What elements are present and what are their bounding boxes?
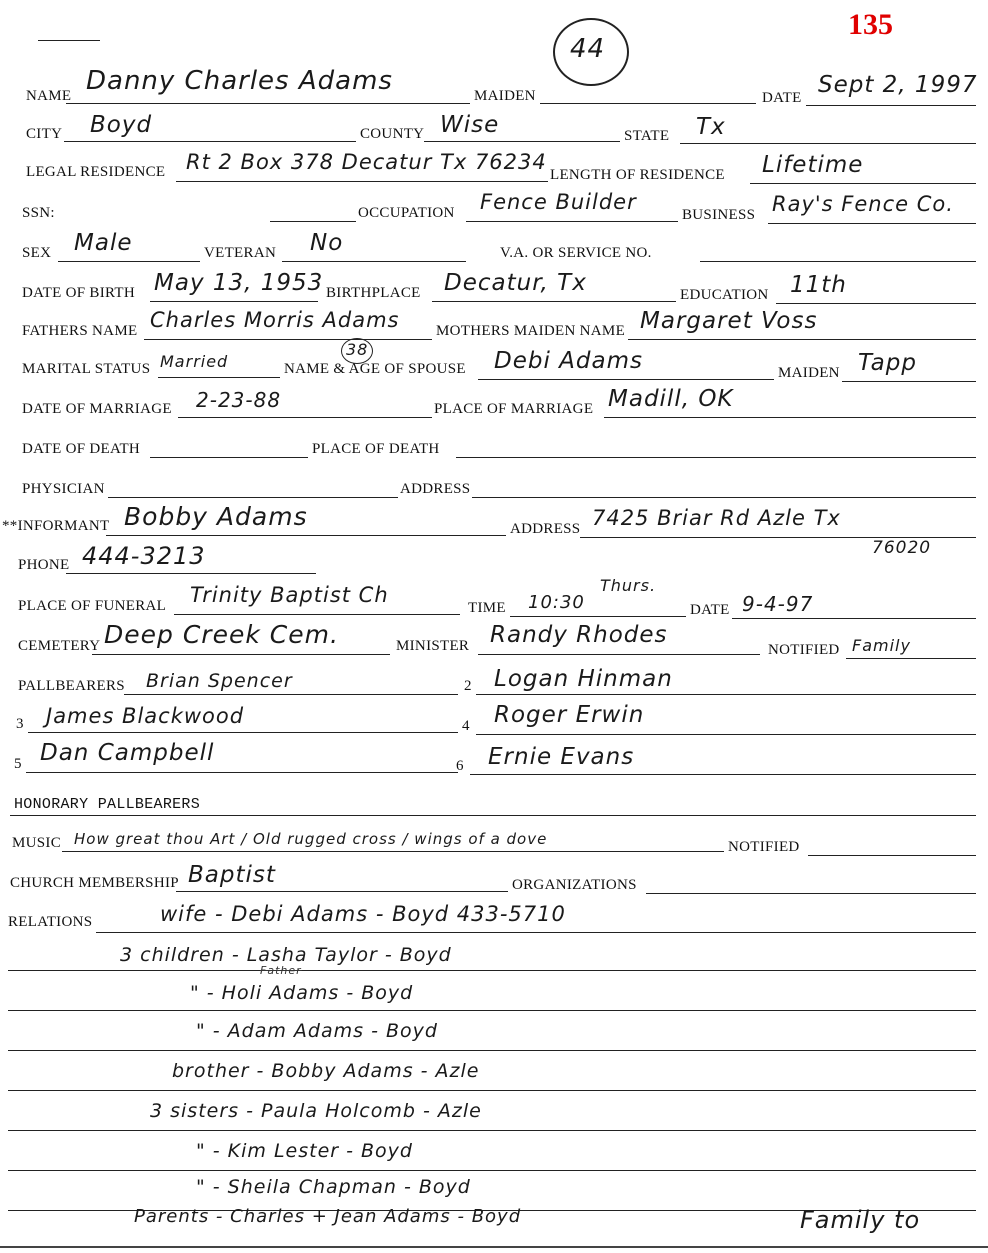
birthplace-label: BIRTHPLACE [326, 285, 421, 301]
top-mark [38, 40, 100, 41]
informant-line [106, 535, 506, 536]
pallbearer5-line [26, 772, 458, 773]
place-of-marriage-value: Madill, OK [608, 386, 734, 412]
relation-item: " - Kim Lester - Boyd [196, 1140, 413, 1162]
spouse-maiden-value: Tapp [858, 350, 917, 376]
pallbearer4-num: 4 [462, 718, 470, 734]
pallbearer6-line [470, 774, 976, 775]
date-of-marriage-value: 2-23-88 [196, 388, 282, 412]
honorary-label: HONORARY PALLBEARERS [14, 796, 201, 813]
county-line [424, 141, 620, 142]
pallbearer1-value: Brian Spencer [146, 670, 293, 692]
date-of-marriage-line [178, 417, 432, 418]
sex-line [58, 261, 200, 262]
phone-line [66, 573, 316, 574]
date-of-death-line [150, 457, 308, 458]
relation-item: " - Sheila Chapman - Boyd [196, 1176, 471, 1198]
informant-address-value: 7425 Briar Rd Azle Tx [592, 506, 841, 530]
pallbearers-label: PALLBEARERS [18, 678, 125, 694]
education-line [776, 303, 976, 304]
music-value: How great thou Art / Old rugged cross / wings of a dove [74, 830, 548, 848]
dob-label: DATE OF BIRTH [22, 285, 136, 301]
informant-zip-value: 76020 [872, 538, 932, 558]
funeral-date-line [732, 618, 976, 619]
physician-address-label: ADDRESS [400, 481, 471, 497]
place-of-marriage-line [604, 417, 976, 418]
legal-residence-value: Rt 2 Box 378 Decatur Tx 76234 [186, 150, 547, 174]
fathers-name-label: FATHERS NAME [22, 323, 138, 339]
informant-address-label: ADDRESS [510, 521, 581, 537]
legal-residence-line [176, 181, 548, 182]
pallbearer3-num: 3 [16, 716, 24, 732]
spouse-maiden-line [842, 381, 976, 382]
time-line [510, 616, 686, 617]
relations-line-4 [8, 1050, 976, 1051]
record-number: 44 [570, 34, 606, 64]
va-service-line [700, 261, 976, 262]
pallbearer3-line [28, 732, 458, 733]
date-value: Sept 2, 1997 [818, 72, 978, 98]
state-label: STATE [624, 128, 670, 144]
honorary-line [10, 815, 976, 816]
business-value: Ray's Fence Co. [772, 192, 954, 216]
name-line [66, 103, 470, 104]
education-value: 11th [790, 272, 847, 298]
city-value: Boyd [90, 112, 153, 138]
pallbearer4-value: Roger Erwin [494, 702, 645, 728]
bottom-border [0, 1246, 988, 1248]
minister-value: Randy Rhodes [490, 622, 668, 648]
notified-value: Family [852, 636, 911, 655]
relation-item: " - Holi Adams - Boyd [190, 982, 414, 1004]
time-label: TIME [468, 600, 506, 616]
music-line [62, 851, 724, 852]
minister-line [478, 654, 760, 655]
physician-label: PHYSICIAN [22, 481, 105, 497]
place-of-death-line [456, 457, 976, 458]
cemetery-label: CEMETERY [18, 638, 101, 654]
relations-line-5 [8, 1090, 976, 1091]
dob-value: May 13, 1953 [154, 270, 324, 296]
relations-line-2 [8, 970, 976, 971]
maiden-line [540, 103, 756, 104]
pallbearer3-value: James Blackwood [46, 704, 245, 728]
pallbearer6-value: Ernie Evans [488, 744, 635, 770]
sex-label: SEX [22, 245, 52, 261]
family-note: Family to [800, 1206, 921, 1234]
pallbearer5-num: 5 [14, 756, 22, 772]
business-line [768, 223, 976, 224]
city-label: CITY [26, 126, 63, 142]
informant-label: **INFORMANT [2, 518, 110, 534]
relation-item: Parents - Charles + Jean Adams - Boyd [134, 1206, 522, 1227]
pallbearer4-line [476, 734, 976, 735]
sex-value: Male [74, 230, 133, 256]
church-label: CHURCH MEMBERSHIP [10, 875, 179, 891]
length-of-residence-value: Lifetime [762, 152, 864, 178]
day-value: Thurs. [600, 576, 657, 595]
pallbearer5-value: Dan Campbell [40, 740, 215, 766]
physician-line [108, 497, 398, 498]
birthplace-value: Decatur, Tx [444, 270, 587, 296]
funeral-date-label: DATE [690, 602, 730, 618]
place-of-funeral-value: Trinity Baptist Ch [190, 583, 389, 607]
phone-label: PHONE [18, 557, 70, 573]
place-of-funeral-label: PLACE OF FUNERAL [18, 598, 167, 614]
pallbearer2-value: Logan Hinman [494, 666, 673, 692]
music-notified-line [808, 855, 976, 856]
state-value: Tx [696, 114, 726, 140]
phone-value: 444-3213 [82, 542, 206, 570]
veteran-line [282, 261, 466, 262]
minister-label: MINISTER [396, 638, 470, 654]
business-label: BUSINESS [682, 207, 756, 223]
relations-line-1 [96, 932, 976, 933]
church-line [176, 891, 508, 892]
mothers-maiden-value: Margaret Voss [640, 308, 818, 334]
relation-item: 3 children - Lasha Taylor - Boyd [120, 944, 452, 966]
veteran-value: No [310, 230, 344, 256]
date-label: DATE [762, 90, 802, 106]
funeral-date-value: 9-4-97 [742, 592, 814, 616]
spouse-age-value: 38 [346, 340, 369, 359]
state-line [680, 143, 976, 144]
city-line [64, 141, 356, 142]
marital-status-value: Married [160, 352, 229, 371]
mothers-maiden-line [628, 339, 976, 340]
fathers-name-value: Charles Morris Adams [150, 308, 400, 332]
fathers-name-line [144, 339, 432, 340]
ssn-line [270, 221, 356, 222]
notified-line [846, 658, 976, 659]
organizations-label: ORGANIZATIONS [512, 877, 637, 893]
relation-item: " - Adam Adams - Boyd [196, 1020, 438, 1042]
spouse-name-value: Debi Adams [494, 348, 643, 374]
relations-line-6 [8, 1130, 976, 1131]
name-label: NAME [26, 88, 72, 104]
organizations-line [646, 893, 976, 894]
relation-item: wife - Debi Adams - Boyd 433-5710 [160, 902, 566, 926]
marital-status-line [158, 377, 280, 378]
date-line [806, 105, 976, 106]
music-notified-label: NOTIFIED [728, 839, 800, 855]
pallbearer2-num: 2 [464, 678, 472, 694]
education-label: EDUCATION [680, 287, 769, 303]
relation-item: 3 sisters - Paula Holcomb - Azle [150, 1100, 482, 1122]
dob-line [150, 301, 318, 302]
place-of-death-label: PLACE OF DEATH [312, 441, 440, 457]
pallbearer1-line [124, 694, 458, 695]
name-value: Danny Charles Adams [86, 66, 393, 96]
spouse-maiden-label: MAIDEN [778, 365, 840, 381]
occupation-line [466, 221, 678, 222]
relation-item: brother - Bobby Adams - Azle [172, 1060, 480, 1082]
place-of-funeral-line [174, 614, 460, 615]
pallbearer6-num: 6 [456, 758, 464, 774]
pallbearer2-line [476, 694, 976, 695]
crossed-out-word: Father [260, 964, 302, 977]
relations-line-3 [8, 1010, 976, 1011]
church-value: Baptist [188, 862, 276, 888]
county-label: COUNTY [360, 126, 425, 142]
marital-status-label: MARITAL STATUS [22, 361, 151, 377]
relations-line-7 [8, 1170, 976, 1171]
cemetery-line [92, 654, 390, 655]
physician-address-line [472, 497, 976, 498]
county-value: Wise [440, 112, 500, 138]
legal-residence-label: LEGAL RESIDENCE [26, 164, 166, 180]
length-of-residence-label: LENGTH OF RESIDENCE [550, 167, 725, 183]
page-number: 135 [848, 8, 893, 41]
length-of-residence-line [750, 183, 976, 184]
cemetery-value: Deep Creek Cem. [104, 620, 339, 649]
maiden-label: MAIDEN [474, 88, 536, 104]
name-age-spouse-label: NAME & AGE OF SPOUSE [284, 361, 466, 377]
relations-label: RELATIONS [8, 914, 93, 930]
place-of-marriage-label: PLACE OF MARRIAGE [434, 401, 594, 417]
informant-value: Bobby Adams [124, 502, 308, 531]
spouse-age-circle [341, 338, 373, 364]
date-of-death-label: DATE OF DEATH [22, 441, 141, 457]
date-of-marriage-label: DATE OF MARRIAGE [22, 401, 172, 417]
ssn-label: SSN: [22, 205, 55, 221]
birthplace-line [432, 301, 676, 302]
occupation-value: Fence Builder [480, 190, 637, 214]
occupation-label: OCCUPATION [358, 205, 455, 221]
notified-label: NOTIFIED [768, 642, 840, 658]
mothers-maiden-label: MOTHERS MAIDEN NAME [436, 323, 626, 339]
va-service-label: V.A. OR SERVICE NO. [500, 245, 652, 261]
veteran-label: VETERAN [204, 245, 277, 261]
time-value: 10:30 [528, 592, 585, 613]
spouse-line [478, 379, 774, 380]
music-label: MUSIC [12, 835, 62, 851]
